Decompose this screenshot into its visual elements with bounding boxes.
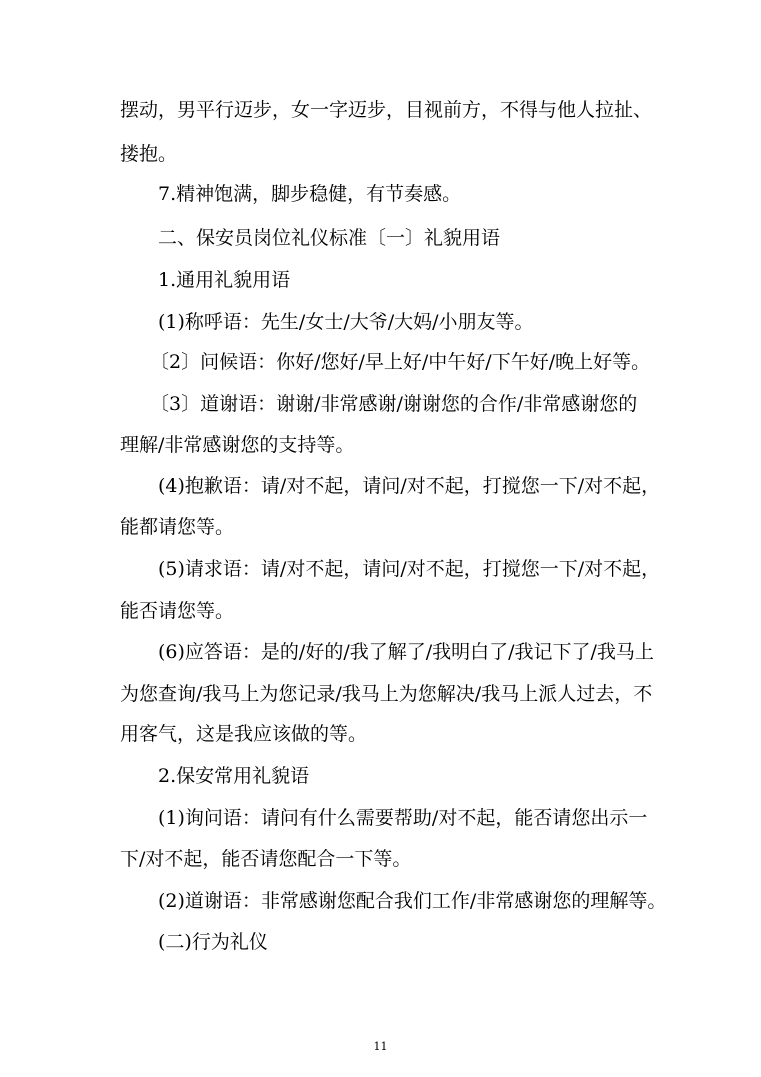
page-number: 11 [373, 1040, 388, 1053]
body-text-line: 下/对不起，能否请您配合一下等。 [120, 848, 412, 870]
body-text-line: (4)抱歉语：请/对不起，请问/对不起，打搅您一下/对不起， [158, 475, 661, 497]
body-text-line: 能否请您等。 [120, 600, 235, 622]
body-text-line: 能都请您等。 [120, 516, 235, 538]
section-heading: 二、保安员岗位礼仪标准〔一〕礼貌用语 [158, 227, 501, 249]
subsection-heading: (二)行为礼仪 [158, 931, 268, 953]
body-text-line: 理解/非常感谢您的支持等。 [120, 434, 355, 456]
body-text-line: 〔3〕道谢语：谢谢/非常感谢/谢谢您的合作/非常感谢您的 [150, 393, 638, 415]
body-text-line: 〔2〕问候语：你好/您好/早上好/中午好/下午好/晚上好等。 [150, 351, 651, 373]
subsection-heading: 2.保安常用礼貌语 [158, 765, 310, 787]
body-text-line: (1)称呼语：先生/女士/大爷/大妈/小朋友等。 [158, 311, 534, 333]
body-text-line: 搂抱。 [120, 143, 178, 165]
body-text-line: 为您查询/我马上为您记录/我马上为您解决/我马上派人过去，不 [120, 683, 653, 705]
subsection-heading: 1.通用礼貌用语 [158, 269, 291, 291]
body-text-line: (5)请求语：请/对不起，请问/对不起，打搅您一下/对不起， [158, 558, 661, 580]
body-text-line: 7.精神饱满，脚步稳健，有节奏感。 [158, 183, 462, 205]
body-text-line: (1)询问语：请问有什么需要帮助/对不起，能否请您出示一 [158, 807, 648, 829]
body-text-line: (2)道谢语：非常感谢您配合我们工作/非常感谢您的理解等。 [158, 890, 667, 912]
body-text-line: 摆动，男平行迈步，女一字迈步，目视前方，不得与他人拉扯、 [120, 99, 653, 121]
body-text-line: 用客气，这是我应该做的等。 [120, 723, 368, 745]
body-text-line: (6)应答语：是的/好的/我了解了/我明白了/我记下了/我马上 [158, 641, 654, 663]
